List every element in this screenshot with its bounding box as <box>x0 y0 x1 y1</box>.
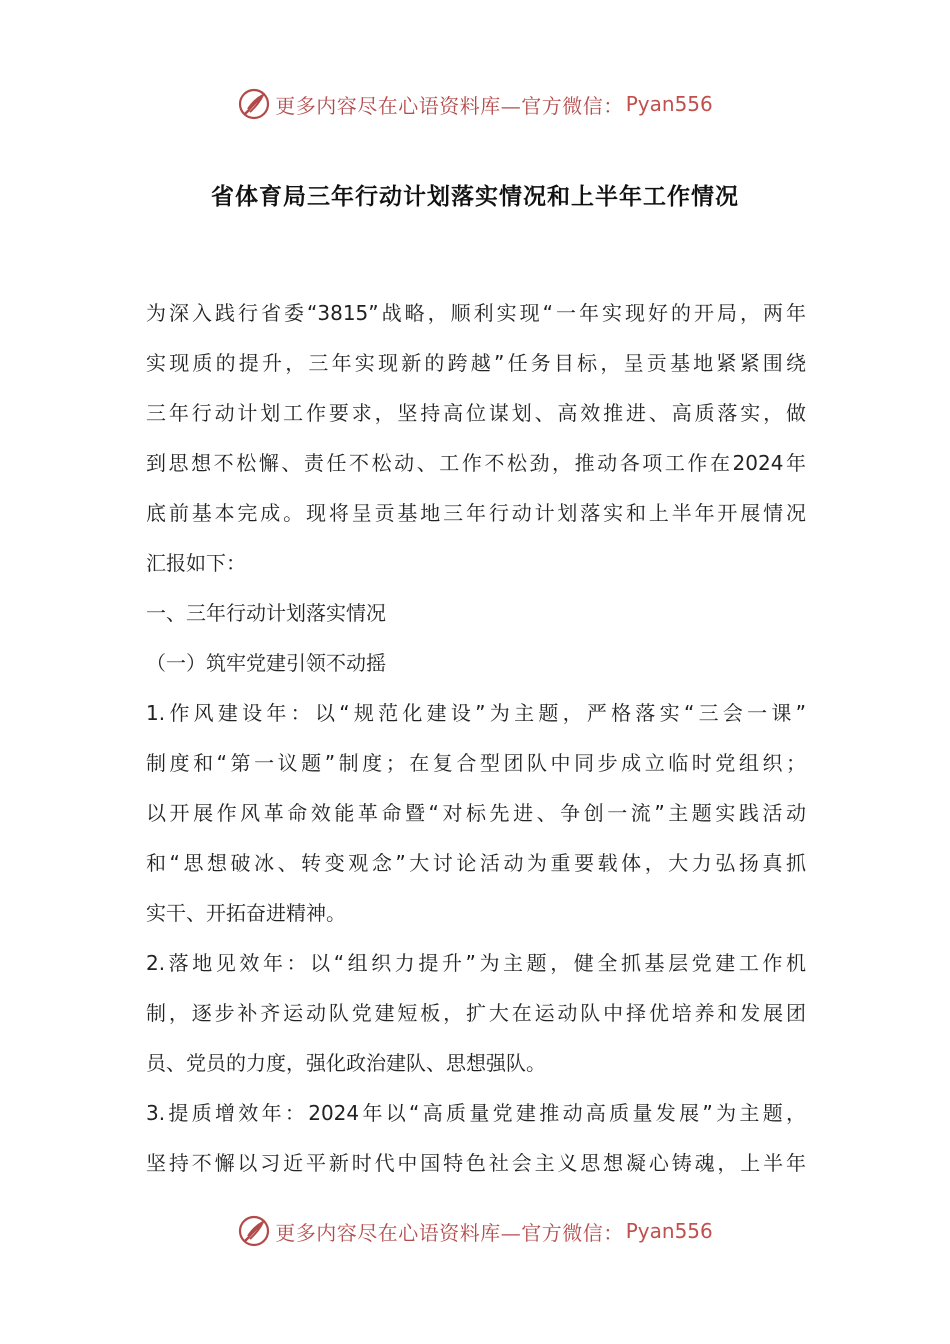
body-line: 坚持不懈以习近平新时代中国特色社会主义思想凝心铸魂，上半年 <box>146 1151 806 1175</box>
subsection-heading: （一）筑牢党建引领不动摇 <box>146 651 386 675</box>
body-line: 以开展作风革命效能革命暨“对标先进、争创一流”主题实践活动 <box>146 801 806 825</box>
body-line: 2.落地见效年：以“组织力提升”为主题，健全抓基层党建工作机 <box>146 951 806 975</box>
body-line: 和“思想破冰、转变观念”大讨论活动为重要载体，大力弘扬真抓 <box>146 851 806 875</box>
body-line: 3.提质增效年：2024年以“高质量党建推动高质量发展”为主题， <box>146 1101 806 1125</box>
watermark-text: 更多内容尽在心语资料库—官方微信： <box>275 93 624 118</box>
body-line: 制，逐步补齐运动队党建短板，扩大在运动队中择优培养和发展团 <box>146 1001 806 1025</box>
document-title: 省体育局三年行动计划落实情况和上半年工作情况 <box>211 184 739 210</box>
quill-logo-icon <box>237 87 271 121</box>
section-heading: 一、三年行动计划落实情况 <box>146 601 386 625</box>
body-line: 员、党员的力度，强化政治建队、思想强队。 <box>146 1051 546 1075</box>
quill-logo-icon <box>237 1214 271 1248</box>
watermark-banner-top <box>0 84 950 124</box>
body-line: 1.作风建设年：以“规范化建设”为主题，严格落实“三会一课” <box>146 701 806 725</box>
body-line: 制度和“第一议题”制度；在复合型团队中同步成立临时党组织； <box>146 751 806 775</box>
watermark-banner-bottom <box>0 1211 950 1251</box>
body-line: 实现质的提升，三年实现新的跨越”任务目标，呈贡基地紧紧围绕 <box>146 351 806 375</box>
body-line: 为深入践行省委“3815”战略，顺利实现“一年实现好的开局，两年 <box>146 301 806 325</box>
body-line: 三年行动计划工作要求，坚持高位谋划、高效推进、高质落实，做 <box>146 401 806 425</box>
watermark-wechat-id: Pyan556 <box>625 92 713 116</box>
body-line: 汇报如下： <box>146 551 246 575</box>
body-line: 底前基本完成。现将呈贡基地三年行动计划落实和上半年开展情况 <box>146 501 806 525</box>
body-line: 实干、开拓奋进精神。 <box>146 901 346 925</box>
document-body <box>146 290 806 1190</box>
watermark-text: 更多内容尽在心语资料库—官方微信： <box>275 1220 624 1245</box>
body-line: 到思想不松懈、责任不松动、工作不松劲，推动各项工作在2024年 <box>146 451 806 475</box>
watermark-wechat-id: Pyan556 <box>625 1219 713 1243</box>
